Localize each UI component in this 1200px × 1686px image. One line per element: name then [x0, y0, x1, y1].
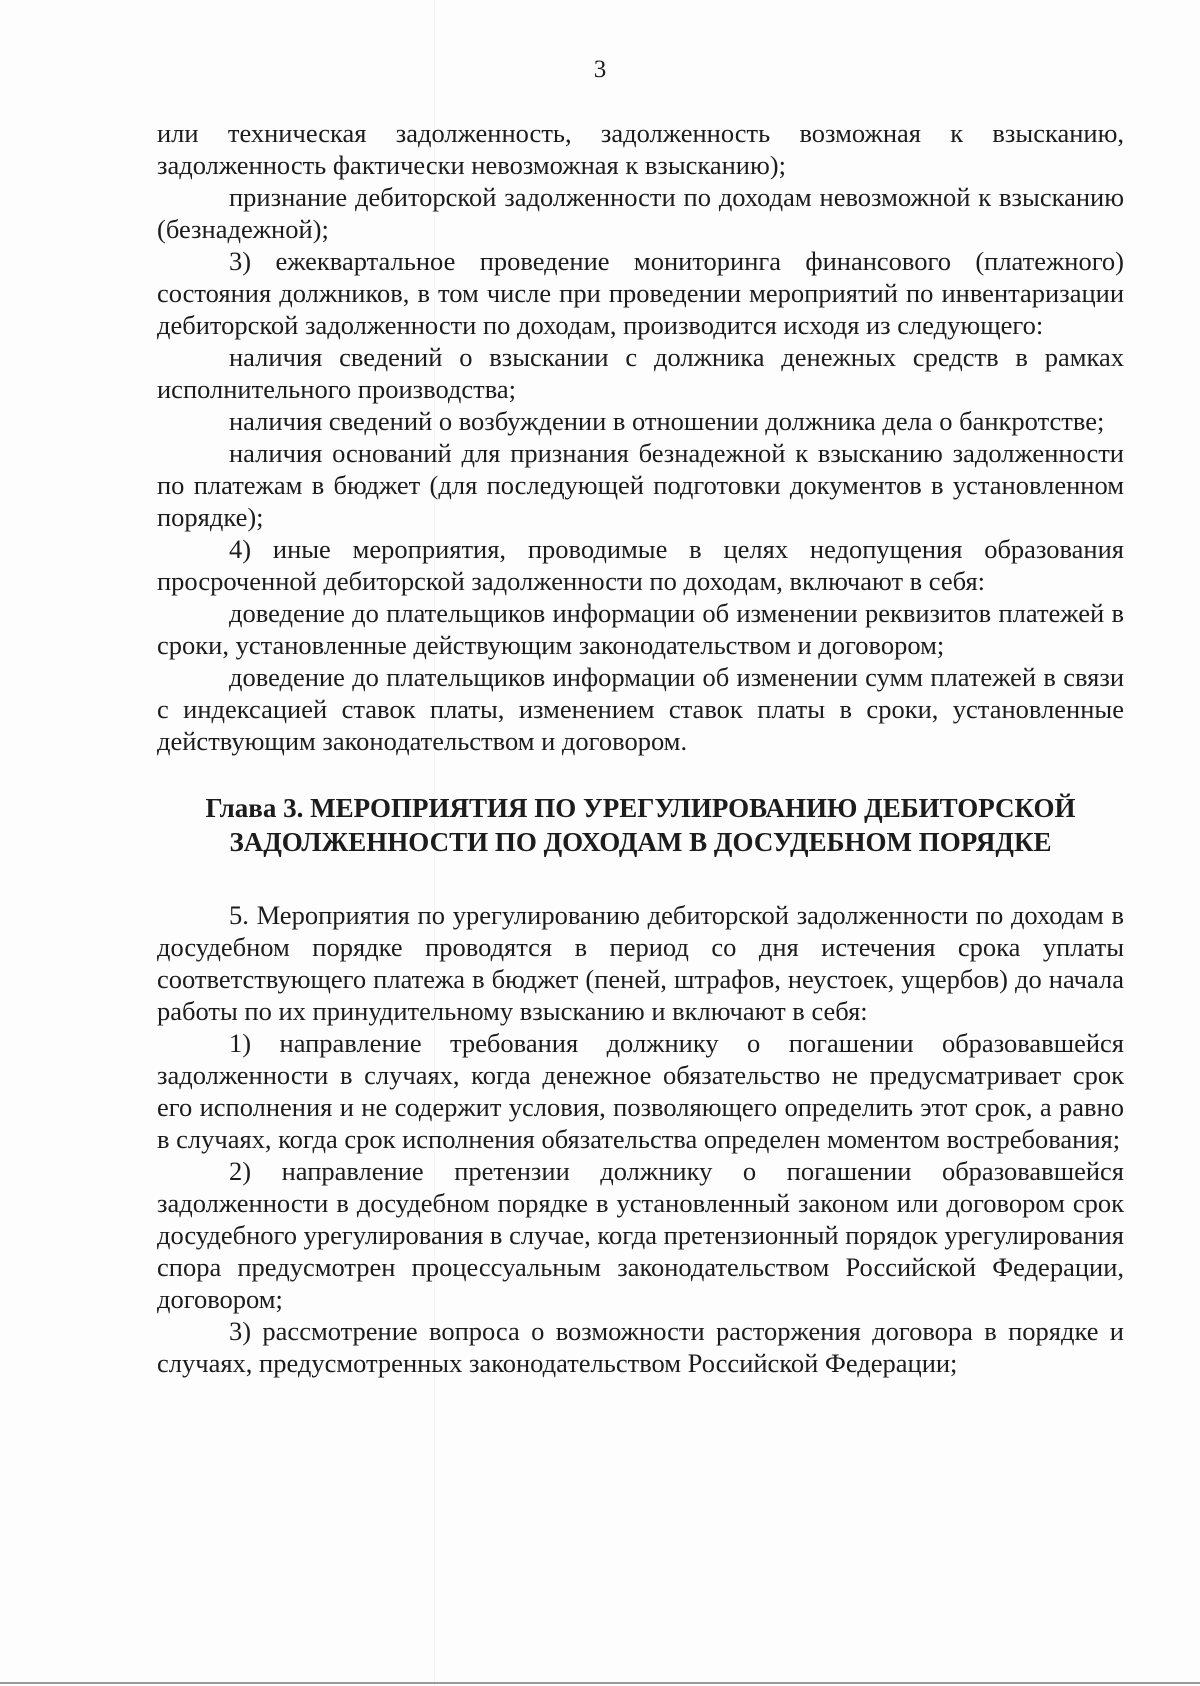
- chapter-heading-line-1: Глава 3. МЕРОПРИЯТИЯ ПО УРЕГУЛИРОВАНИЮ ДЕБИТОРСКОЙ: [205, 793, 1076, 823]
- paragraph: наличия сведений о возбуждении в отношении должника дела о банкротстве;: [229, 406, 1105, 436]
- chapter-heading: [157, 791, 1124, 859]
- paragraph: наличия сведений о взыскании с должника денежных средств в рамках исполнительного производства;: [157, 342, 1124, 404]
- paragraph: 5. Мероприятия по урегулированию дебиторской задолженности по доходам в досудебном порядке проводятся в период со дня истечения срока уплаты соответствующего платежа в бюджет (пеней, штрафов, неустоек, ущербов) до начала работы по их принудительному взысканию и включают в себя:: [157, 900, 1124, 1026]
- paragraph: 3) рассмотрение вопроса о возможности расторжения договора в порядке и случаях, предусмотренных законодательством Российской Федерации;: [157, 1316, 1124, 1378]
- scan-bottom-edge: [0, 1682, 1200, 1684]
- document-body: [157, 117, 1124, 1379]
- paragraph: 1) направление требования должнику о погашении образовавшейся задолженности в случаях, когда денежное обязательство не предусматривает срок его исполнения и не содержит условия, позволяющего определить этот срок, а равно в случаях, когда срок исполнения обязательства определен моментом востребования;: [157, 1028, 1124, 1154]
- chapter-heading-line-2: ЗАДОЛЖЕННОСТИ ПО ДОХОДАМ В ДОСУДЕБНОМ ПОРЯДКЕ: [229, 827, 1052, 857]
- paragraphs-after-heading: [157, 899, 1124, 1379]
- paragraph: доведение до плательщиков информации об изменении реквизитов платежей в сроки, установленные действующим законодательством и договором;: [157, 598, 1124, 660]
- page-number: 3: [593, 56, 607, 83]
- paragraph: признание дебиторской задолженности по доходам невозможной к взысканию (безнадежной);: [157, 182, 1124, 244]
- paragraph: или техническая задолженность, задолженность возможная к взысканию, задолженность фактически невозможная к взысканию);: [157, 118, 1124, 180]
- paragraph: 4) иные мероприятия, проводимые в целях недопущения образования просроченной дебиторской задолженности по доходам, включают в себя:: [157, 534, 1124, 596]
- paragraph: наличия оснований для признания безнадежной к взысканию задолженности по платежам в бюджет (для последующей подготовки документов в установленном порядке);: [157, 438, 1124, 532]
- paragraph: 3) ежеквартальное проведение мониторинга финансового (платежного) состояния должников, в том числе при проведении мероприятий по инвентаризации дебиторской задолженности по доходам, производится исходя из следующего:: [157, 246, 1124, 340]
- paragraph: 2) направление претензии должнику о погашении образовавшейся задолженности в досудебном порядке в установленный законом или договором срок досудебного урегулирования в случае, когда претензионный порядок урегулирования спора предусмотрен процессуальным законодательством Российской Федерации, договором;: [157, 1156, 1124, 1314]
- paragraph: доведение до плательщиков информации об изменении сумм платежей в связи с индексацией ставок платы, изменением ставок платы в сроки, установленные действующим законодательством и договором.: [157, 662, 1124, 756]
- paragraphs-before-heading: [157, 117, 1124, 757]
